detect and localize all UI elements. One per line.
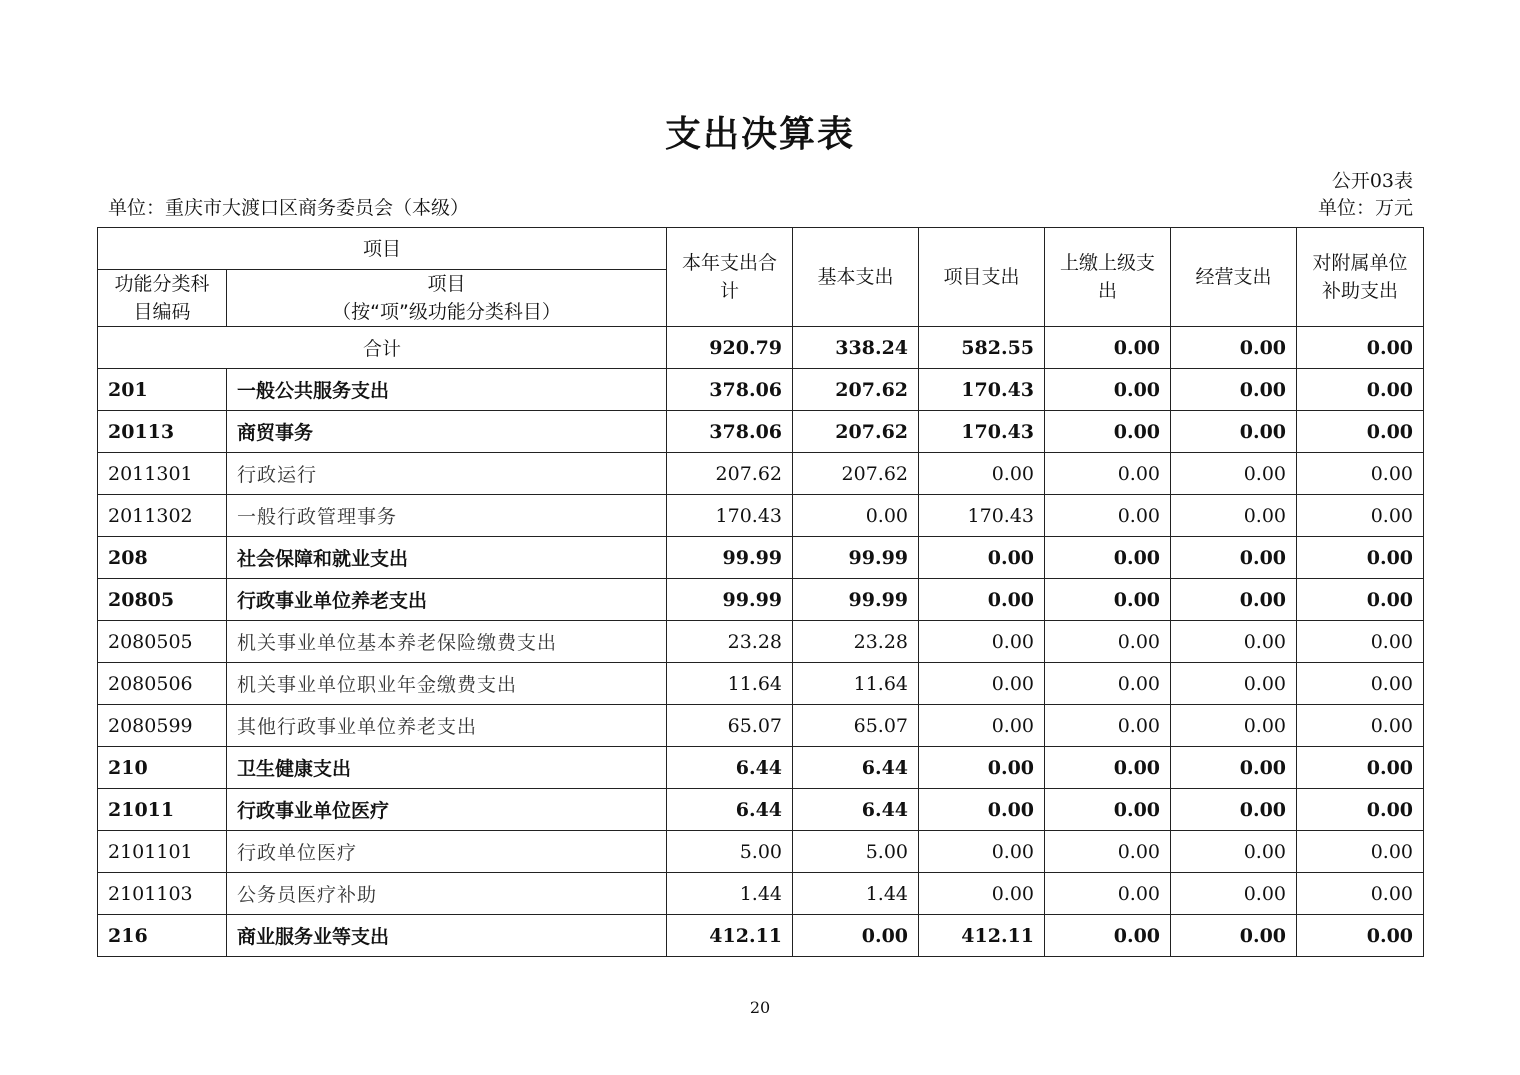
row-value: 0.00 (1045, 369, 1171, 411)
row-value: 0.00 (1297, 537, 1424, 579)
table-row (98, 789, 1424, 831)
row-value: 0.00 (1171, 831, 1297, 873)
row-value: 65.07 (667, 705, 793, 747)
total-value: 920.79 (667, 327, 793, 369)
row-value: 207.62 (793, 453, 919, 495)
row-value: 0.00 (1297, 705, 1424, 747)
row-code: 201 (98, 369, 227, 411)
table-row (98, 621, 1424, 663)
row-value: 0.00 (1045, 747, 1171, 789)
row-code: 2011302 (98, 495, 227, 537)
total-label: 合计 (98, 327, 667, 369)
row-value: 0.00 (1297, 831, 1424, 873)
row-value: 0.00 (919, 453, 1045, 495)
table-row (98, 495, 1424, 537)
total-value: 0.00 (1297, 327, 1424, 369)
table-row (98, 453, 1424, 495)
row-value: 0.00 (1045, 831, 1171, 873)
total-value: 582.55 (919, 327, 1045, 369)
row-value: 0.00 (1171, 873, 1297, 915)
row-name: 机关事业单位基本养老保险缴费支出 (227, 621, 667, 663)
total-value: 338.24 (793, 327, 919, 369)
table-header (98, 228, 1424, 327)
row-value: 0.00 (1045, 621, 1171, 663)
row-value: 0.00 (919, 747, 1045, 789)
table-body (98, 327, 1424, 957)
row-code: 21011 (98, 789, 227, 831)
currency-unit: 单位：万元 (1317, 197, 1413, 219)
row-code: 2101101 (98, 831, 227, 873)
row-value: 0.00 (1297, 411, 1424, 453)
row-value: 0.00 (1171, 663, 1297, 705)
row-name: 行政事业单位养老支出 (227, 579, 667, 621)
row-value: 0.00 (919, 873, 1045, 915)
row-value: 0.00 (793, 495, 919, 537)
row-code: 210 (98, 747, 227, 789)
row-value: 5.00 (793, 831, 919, 873)
row-name: 公务员医疗补助 (227, 873, 667, 915)
row-value: 0.00 (1297, 663, 1424, 705)
row-value: 378.06 (667, 411, 793, 453)
row-value: 6.44 (667, 747, 793, 789)
row-name: 行政运行 (227, 453, 667, 495)
row-code: 20805 (98, 579, 227, 621)
row-value: 0.00 (919, 537, 1045, 579)
row-value: 0.00 (1045, 537, 1171, 579)
row-value: 0.00 (1297, 873, 1424, 915)
total-value: 0.00 (1171, 327, 1297, 369)
row-value: 170.43 (919, 369, 1045, 411)
row-name: 行政事业单位医疗 (227, 789, 667, 831)
row-name: 一般公共服务支出 (227, 369, 667, 411)
row-value: 11.64 (667, 663, 793, 705)
row-name: 机关事业单位职业年金缴费支出 (227, 663, 667, 705)
row-value: 0.00 (1045, 453, 1171, 495)
form-number: 公开03表 (1331, 170, 1413, 192)
row-value: 0.00 (1297, 789, 1424, 831)
row-code: 2080505 (98, 621, 227, 663)
row-value: 6.44 (793, 747, 919, 789)
page-title: 支出决算表 (664, 114, 855, 155)
row-value: 170.43 (919, 495, 1045, 537)
row-name: 商业服务业等支出 (227, 915, 667, 957)
row-value: 378.06 (667, 369, 793, 411)
row-name: 社会保障和就业支出 (227, 537, 667, 579)
table-row (98, 747, 1424, 789)
table-row (98, 663, 1424, 705)
row-value: 0.00 (1171, 537, 1297, 579)
row-value: 6.44 (667, 789, 793, 831)
row-value: 0.00 (1045, 915, 1171, 957)
row-value: 11.64 (793, 663, 919, 705)
row-value: 5.00 (667, 831, 793, 873)
row-value: 0.00 (1297, 621, 1424, 663)
row-value: 6.44 (793, 789, 919, 831)
header-item-line2: （按“项”级功能分类科目） (332, 301, 561, 323)
header-code: 功能分类科目编码 (98, 270, 227, 327)
table-row (98, 831, 1424, 873)
row-value: 0.00 (1297, 495, 1424, 537)
row-value: 0.00 (1171, 579, 1297, 621)
row-value: 0.00 (1171, 621, 1297, 663)
table-row (98, 705, 1424, 747)
row-value: 0.00 (919, 705, 1045, 747)
row-value: 0.00 (1045, 495, 1171, 537)
row-value: 1.44 (667, 873, 793, 915)
header-business: 经营支出 (1171, 228, 1297, 327)
row-name: 卫生健康支出 (227, 747, 667, 789)
header-upper: 上缴上级支出 (1045, 228, 1171, 327)
row-value: 0.00 (1045, 705, 1171, 747)
table-row (98, 579, 1424, 621)
row-code: 2080506 (98, 663, 227, 705)
header-total: 本年支出合计 (667, 228, 793, 327)
row-value: 0.00 (919, 789, 1045, 831)
row-code: 208 (98, 537, 227, 579)
header-item-line1: 项目 (427, 273, 466, 295)
row-value: 0.00 (1171, 495, 1297, 537)
page-number: 20 (749, 998, 771, 1017)
row-value: 0.00 (1171, 411, 1297, 453)
row-value: 65.07 (793, 705, 919, 747)
row-value: 0.00 (793, 915, 919, 957)
row-value: 0.00 (1171, 453, 1297, 495)
row-value: 0.00 (1171, 369, 1297, 411)
row-code: 2101103 (98, 873, 227, 915)
table-row (98, 873, 1424, 915)
row-value: 207.62 (667, 453, 793, 495)
row-value: 0.00 (919, 831, 1045, 873)
total-value: 0.00 (1045, 327, 1171, 369)
header-item (227, 270, 667, 327)
row-value: 412.11 (919, 915, 1045, 957)
row-value: 0.00 (919, 663, 1045, 705)
row-value: 170.43 (919, 411, 1045, 453)
row-value: 23.28 (793, 621, 919, 663)
row-value: 0.00 (919, 621, 1045, 663)
total-row (98, 327, 1424, 369)
row-name: 行政单位医疗 (227, 831, 667, 873)
table-row (98, 369, 1424, 411)
row-value: 0.00 (1171, 915, 1297, 957)
row-value: 207.62 (793, 369, 919, 411)
row-value: 0.00 (1171, 705, 1297, 747)
row-value: 0.00 (1297, 453, 1424, 495)
header-project: 项目 (98, 228, 667, 270)
row-name: 其他行政事业单位养老支出 (227, 705, 667, 747)
row-value: 0.00 (1045, 789, 1171, 831)
row-value: 412.11 (667, 915, 793, 957)
row-code: 2011301 (98, 453, 227, 495)
expenditure-table (97, 227, 1424, 957)
row-value: 0.00 (1171, 747, 1297, 789)
header-project-expenditure: 项目支出 (919, 228, 1045, 327)
row-value: 0.00 (1045, 411, 1171, 453)
row-value: 23.28 (667, 621, 793, 663)
row-value: 99.99 (667, 537, 793, 579)
row-value: 0.00 (1297, 915, 1424, 957)
row-value: 99.99 (667, 579, 793, 621)
row-value: 0.00 (1045, 579, 1171, 621)
row-value: 0.00 (919, 579, 1045, 621)
row-name: 商贸事务 (227, 411, 667, 453)
row-value: 1.44 (793, 873, 919, 915)
row-code: 216 (98, 915, 227, 957)
header-subsidy: 对附属单位补助支出 (1297, 228, 1424, 327)
row-name: 一般行政管理事务 (227, 495, 667, 537)
row-code: 20113 (98, 411, 227, 453)
row-value: 0.00 (1171, 789, 1297, 831)
row-code: 2080599 (98, 705, 227, 747)
row-value: 207.62 (793, 411, 919, 453)
table-row (98, 411, 1424, 453)
row-value: 0.00 (1045, 873, 1171, 915)
row-value: 0.00 (1045, 663, 1171, 705)
row-value: 170.43 (667, 495, 793, 537)
row-value: 0.00 (1297, 579, 1424, 621)
table-row (98, 915, 1424, 957)
header-basic: 基本支出 (793, 228, 919, 327)
table-row (98, 537, 1424, 579)
reporting-unit: 单位：重庆市大渡口区商务委员会（本级） (108, 197, 470, 219)
row-value: 0.00 (1297, 747, 1424, 789)
row-value: 99.99 (793, 579, 919, 621)
row-value: 0.00 (1297, 369, 1424, 411)
row-value: 99.99 (793, 537, 919, 579)
